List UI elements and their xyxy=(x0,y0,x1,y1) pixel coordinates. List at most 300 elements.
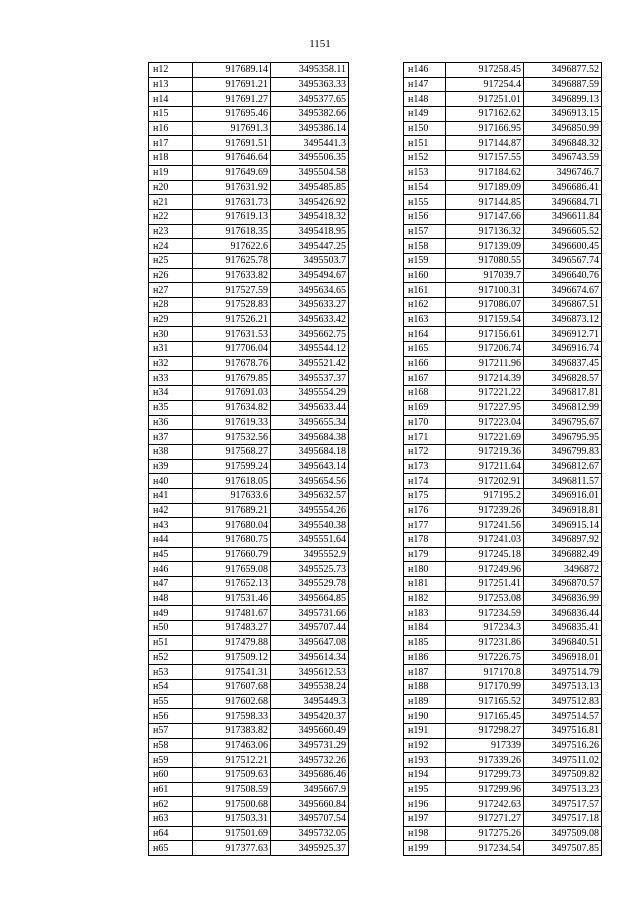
x-coordinate-cell: 917100.31 xyxy=(446,283,524,298)
table-row xyxy=(404,841,602,856)
point-id-cell: н27 xyxy=(149,283,193,298)
x-coordinate-cell: 917633.82 xyxy=(193,268,271,283)
table-row xyxy=(404,782,602,797)
y-coordinate-cell: 3496899.13 xyxy=(524,92,602,107)
x-coordinate-cell: 917509.63 xyxy=(193,768,271,783)
point-id-cell: н180 xyxy=(404,562,446,577)
x-coordinate-cell: 917568.27 xyxy=(193,444,271,459)
y-coordinate-cell: 3497514.79 xyxy=(524,665,602,680)
x-coordinate-cell: 917633.6 xyxy=(193,488,271,503)
y-coordinate-cell: 3496897.92 xyxy=(524,533,602,548)
table-row xyxy=(404,562,602,577)
point-id-cell: н18 xyxy=(149,151,193,166)
table-row xyxy=(404,797,602,812)
point-id-cell: н20 xyxy=(149,180,193,195)
y-coordinate-cell: 3495633.44 xyxy=(271,400,349,415)
point-id-cell: н45 xyxy=(149,547,193,562)
x-coordinate-cell: 917214.39 xyxy=(446,371,524,386)
x-coordinate-cell: 917479.88 xyxy=(193,635,271,650)
table-row xyxy=(404,386,602,401)
table-row xyxy=(149,723,349,738)
table-row xyxy=(149,430,349,445)
y-coordinate-cell: 3495363.33 xyxy=(271,77,349,92)
table-row xyxy=(149,841,349,856)
x-coordinate-cell: 917602.68 xyxy=(193,694,271,709)
y-coordinate-cell: 3496882.49 xyxy=(524,547,602,562)
y-coordinate-cell: 3496918.81 xyxy=(524,503,602,518)
y-coordinate-cell: 3496848.32 xyxy=(524,136,602,151)
x-coordinate-cell: 917258.45 xyxy=(446,63,524,78)
table-row xyxy=(149,298,349,313)
table-row xyxy=(404,635,602,650)
x-coordinate-cell: 917139.09 xyxy=(446,239,524,254)
table-row xyxy=(404,371,602,386)
y-coordinate-cell: 3497517.18 xyxy=(524,812,602,827)
point-id-cell: н34 xyxy=(149,386,193,401)
y-coordinate-cell: 3495552.9 xyxy=(271,547,349,562)
point-id-cell: н22 xyxy=(149,209,193,224)
table-row xyxy=(149,474,349,489)
y-coordinate-cell: 3496916.01 xyxy=(524,488,602,503)
point-id-cell: н196 xyxy=(404,797,446,812)
x-coordinate-cell: 917631.53 xyxy=(193,327,271,342)
x-coordinate-cell: 917481.67 xyxy=(193,606,271,621)
x-coordinate-cell: 917251.41 xyxy=(446,577,524,592)
point-id-cell: н54 xyxy=(149,679,193,694)
point-id-cell: н26 xyxy=(149,268,193,283)
x-coordinate-cell: 917221.22 xyxy=(446,386,524,401)
table-row xyxy=(404,180,602,195)
table-body xyxy=(404,63,602,856)
x-coordinate-cell: 917223.04 xyxy=(446,415,524,430)
x-coordinate-cell: 917619.13 xyxy=(193,209,271,224)
y-coordinate-cell: 3495449.3 xyxy=(271,694,349,709)
table-row xyxy=(404,415,602,430)
point-id-cell: н51 xyxy=(149,635,193,650)
x-coordinate-cell: 917598.33 xyxy=(193,709,271,724)
table-row xyxy=(149,503,349,518)
x-coordinate-cell: 917541.31 xyxy=(193,665,271,680)
x-coordinate-cell: 917136.32 xyxy=(446,224,524,239)
point-id-cell: н172 xyxy=(404,444,446,459)
point-id-cell: н29 xyxy=(149,312,193,327)
point-id-cell: н15 xyxy=(149,107,193,122)
point-id-cell: н12 xyxy=(149,63,193,78)
y-coordinate-cell: 3496912.71 xyxy=(524,327,602,342)
x-coordinate-cell: 917144.85 xyxy=(446,195,524,210)
point-id-cell: н187 xyxy=(404,665,446,680)
table-row xyxy=(149,694,349,709)
table-row xyxy=(149,268,349,283)
point-id-cell: н48 xyxy=(149,591,193,606)
y-coordinate-cell: 3495660.84 xyxy=(271,797,349,812)
table-row xyxy=(149,180,349,195)
table-row xyxy=(149,356,349,371)
point-id-cell: н156 xyxy=(404,209,446,224)
table-row xyxy=(404,518,602,533)
point-id-cell: н160 xyxy=(404,268,446,283)
y-coordinate-cell: 3495633.42 xyxy=(271,312,349,327)
y-coordinate-cell: 3495525.73 xyxy=(271,562,349,577)
y-coordinate-cell: 3495634.65 xyxy=(271,283,349,298)
table-row xyxy=(149,239,349,254)
y-coordinate-cell: 3495667.9 xyxy=(271,782,349,797)
y-coordinate-cell: 3496840.51 xyxy=(524,635,602,650)
y-coordinate-cell: 3495494.67 xyxy=(271,268,349,283)
y-coordinate-cell: 3495654.56 xyxy=(271,474,349,489)
x-coordinate-cell: 917211.64 xyxy=(446,459,524,474)
x-coordinate-cell: 917080.55 xyxy=(446,253,524,268)
table-row xyxy=(149,444,349,459)
x-coordinate-cell: 917646.64 xyxy=(193,151,271,166)
x-coordinate-cell: 917165.52 xyxy=(446,694,524,709)
y-coordinate-cell: 3496828.57 xyxy=(524,371,602,386)
x-coordinate-cell: 917660.79 xyxy=(193,547,271,562)
point-id-cell: н182 xyxy=(404,591,446,606)
table-row xyxy=(149,312,349,327)
table-row xyxy=(149,782,349,797)
table-row xyxy=(404,107,602,122)
point-id-cell: н149 xyxy=(404,107,446,122)
coordinates-table-right xyxy=(403,62,602,856)
y-coordinate-cell: 3495614.34 xyxy=(271,650,349,665)
table-row xyxy=(404,606,602,621)
x-coordinate-cell: 917463.06 xyxy=(193,738,271,753)
table-row xyxy=(149,591,349,606)
x-coordinate-cell: 917206.74 xyxy=(446,342,524,357)
table-row xyxy=(149,253,349,268)
y-coordinate-cell: 3497514.57 xyxy=(524,709,602,724)
table-row xyxy=(404,591,602,606)
y-coordinate-cell: 3496836.99 xyxy=(524,591,602,606)
point-id-cell: н14 xyxy=(149,92,193,107)
y-coordinate-cell: 3496640.76 xyxy=(524,268,602,283)
x-coordinate-cell: 917234.3 xyxy=(446,621,524,636)
point-id-cell: н40 xyxy=(149,474,193,489)
y-coordinate-cell: 3497517.57 xyxy=(524,797,602,812)
y-coordinate-cell: 3495664.85 xyxy=(271,591,349,606)
y-coordinate-cell: 3495684.38 xyxy=(271,430,349,445)
x-coordinate-cell: 917147.66 xyxy=(446,209,524,224)
table-row xyxy=(404,709,602,724)
y-coordinate-cell: 3495731.29 xyxy=(271,738,349,753)
x-coordinate-cell: 917249.96 xyxy=(446,562,524,577)
point-id-cell: н176 xyxy=(404,503,446,518)
table-row xyxy=(149,459,349,474)
y-coordinate-cell: 3495447.25 xyxy=(271,239,349,254)
table-row xyxy=(404,503,602,518)
table-row xyxy=(149,797,349,812)
point-id-cell: н152 xyxy=(404,151,446,166)
table-row xyxy=(149,635,349,650)
page-number: 1151 xyxy=(309,38,331,50)
x-coordinate-cell: 917695.46 xyxy=(193,107,271,122)
point-id-cell: н191 xyxy=(404,723,446,738)
point-id-cell: н178 xyxy=(404,533,446,548)
point-id-cell: н158 xyxy=(404,239,446,254)
point-id-cell: н146 xyxy=(404,63,446,78)
point-id-cell: н31 xyxy=(149,342,193,357)
point-id-cell: н157 xyxy=(404,224,446,239)
x-coordinate-cell: 917211.96 xyxy=(446,356,524,371)
y-coordinate-cell: 3496835.41 xyxy=(524,621,602,636)
x-coordinate-cell: 917170.8 xyxy=(446,665,524,680)
point-id-cell: н147 xyxy=(404,77,446,92)
point-id-cell: н150 xyxy=(404,121,446,136)
point-id-cell: н184 xyxy=(404,621,446,636)
y-coordinate-cell: 3496611.84 xyxy=(524,209,602,224)
table-row xyxy=(149,577,349,592)
point-id-cell: н25 xyxy=(149,253,193,268)
y-coordinate-cell: 3495686.46 xyxy=(271,768,349,783)
point-id-cell: н43 xyxy=(149,518,193,533)
point-id-cell: н49 xyxy=(149,606,193,621)
y-coordinate-cell: 3496605.52 xyxy=(524,224,602,239)
table-row xyxy=(404,63,602,78)
y-coordinate-cell: 3495732.05 xyxy=(271,826,349,841)
table-row xyxy=(149,77,349,92)
y-coordinate-cell: 3495655.34 xyxy=(271,415,349,430)
y-coordinate-cell: 3497509.82 xyxy=(524,768,602,783)
y-coordinate-cell: 3496918.01 xyxy=(524,650,602,665)
point-id-cell: н58 xyxy=(149,738,193,753)
point-id-cell: н37 xyxy=(149,430,193,445)
point-id-cell: н185 xyxy=(404,635,446,650)
table-row xyxy=(149,224,349,239)
table-row xyxy=(404,665,602,680)
y-coordinate-cell: 3497513.13 xyxy=(524,679,602,694)
x-coordinate-cell: 917706.04 xyxy=(193,342,271,357)
x-coordinate-cell: 917231.86 xyxy=(446,635,524,650)
point-id-cell: н50 xyxy=(149,621,193,636)
table-row xyxy=(404,268,602,283)
y-coordinate-cell: 3495925.37 xyxy=(271,841,349,856)
table-row xyxy=(149,327,349,342)
point-id-cell: н13 xyxy=(149,77,193,92)
point-id-cell: н65 xyxy=(149,841,193,856)
point-id-cell: н186 xyxy=(404,650,446,665)
table-row xyxy=(404,298,602,313)
x-coordinate-cell: 917242.63 xyxy=(446,797,524,812)
x-coordinate-cell: 917166.95 xyxy=(446,121,524,136)
point-id-cell: н56 xyxy=(149,709,193,724)
y-coordinate-cell: 3495358.11 xyxy=(271,63,349,78)
y-coordinate-cell: 3495377.65 xyxy=(271,92,349,107)
y-coordinate-cell: 3496887.59 xyxy=(524,77,602,92)
table-row xyxy=(149,63,349,78)
point-id-cell: н64 xyxy=(149,826,193,841)
x-coordinate-cell: 917509.12 xyxy=(193,650,271,665)
table-row xyxy=(404,151,602,166)
y-coordinate-cell: 3496850.99 xyxy=(524,121,602,136)
x-coordinate-cell: 917144.87 xyxy=(446,136,524,151)
y-coordinate-cell: 3496836.44 xyxy=(524,606,602,621)
point-id-cell: н59 xyxy=(149,753,193,768)
y-coordinate-cell: 3496674.67 xyxy=(524,283,602,298)
table-row xyxy=(149,195,349,210)
x-coordinate-cell: 917086.07 xyxy=(446,298,524,313)
x-coordinate-cell: 917689.21 xyxy=(193,503,271,518)
y-coordinate-cell: 3495612.53 xyxy=(271,665,349,680)
y-coordinate-cell: 3496600.45 xyxy=(524,239,602,254)
x-coordinate-cell: 917678.76 xyxy=(193,356,271,371)
point-id-cell: н192 xyxy=(404,738,446,753)
x-coordinate-cell: 917165.45 xyxy=(446,709,524,724)
point-id-cell: н164 xyxy=(404,327,446,342)
table-row xyxy=(404,92,602,107)
point-id-cell: н41 xyxy=(149,488,193,503)
x-coordinate-cell: 917226.75 xyxy=(446,650,524,665)
table-row xyxy=(404,533,602,548)
x-coordinate-cell: 917159.54 xyxy=(446,312,524,327)
x-coordinate-cell: 917245.18 xyxy=(446,547,524,562)
table-row xyxy=(149,621,349,636)
y-coordinate-cell: 3497511.02 xyxy=(524,753,602,768)
x-coordinate-cell: 917234.54 xyxy=(446,841,524,856)
table-row xyxy=(149,121,349,136)
point-id-cell: н23 xyxy=(149,224,193,239)
x-coordinate-cell: 917241.56 xyxy=(446,518,524,533)
point-id-cell: н38 xyxy=(149,444,193,459)
point-id-cell: н35 xyxy=(149,400,193,415)
point-id-cell: н188 xyxy=(404,679,446,694)
x-coordinate-cell: 917253.08 xyxy=(446,591,524,606)
y-coordinate-cell: 3495537.37 xyxy=(271,371,349,386)
y-coordinate-cell: 3495707.44 xyxy=(271,621,349,636)
table-row xyxy=(404,209,602,224)
x-coordinate-cell: 917202.91 xyxy=(446,474,524,489)
y-coordinate-cell: 3495418.32 xyxy=(271,209,349,224)
table-row xyxy=(404,694,602,709)
table-row xyxy=(149,738,349,753)
point-id-cell: н17 xyxy=(149,136,193,151)
table-row xyxy=(149,518,349,533)
table-row xyxy=(404,459,602,474)
table-row xyxy=(404,621,602,636)
table-row xyxy=(149,709,349,724)
x-coordinate-cell: 917184.62 xyxy=(446,165,524,180)
y-coordinate-cell: 3496873.12 xyxy=(524,312,602,327)
y-coordinate-cell: 3495504.58 xyxy=(271,165,349,180)
point-id-cell: н194 xyxy=(404,768,446,783)
x-coordinate-cell: 917527.59 xyxy=(193,283,271,298)
point-id-cell: н155 xyxy=(404,195,446,210)
point-id-cell: н153 xyxy=(404,165,446,180)
x-coordinate-cell: 917483.27 xyxy=(193,621,271,636)
table-row xyxy=(404,430,602,445)
y-coordinate-cell: 3495420.37 xyxy=(271,709,349,724)
y-coordinate-cell: 3495521.42 xyxy=(271,356,349,371)
point-id-cell: н170 xyxy=(404,415,446,430)
table-row xyxy=(404,283,602,298)
x-coordinate-cell: 917691.03 xyxy=(193,386,271,401)
x-coordinate-cell: 917275.26 xyxy=(446,826,524,841)
table-row xyxy=(404,547,602,562)
table-row xyxy=(404,195,602,210)
table-row xyxy=(404,253,602,268)
table-row xyxy=(404,224,602,239)
table-row xyxy=(404,738,602,753)
table-row xyxy=(404,474,602,489)
x-coordinate-cell: 917241.03 xyxy=(446,533,524,548)
point-id-cell: н195 xyxy=(404,782,446,797)
point-id-cell: н161 xyxy=(404,283,446,298)
x-coordinate-cell: 917377.63 xyxy=(193,841,271,856)
table-row xyxy=(404,753,602,768)
x-coordinate-cell: 917039.7 xyxy=(446,268,524,283)
y-coordinate-cell: 3495643.14 xyxy=(271,459,349,474)
y-coordinate-cell: 3496811.57 xyxy=(524,474,602,489)
point-id-cell: н167 xyxy=(404,371,446,386)
y-coordinate-cell: 3495538.24 xyxy=(271,679,349,694)
point-id-cell: н190 xyxy=(404,709,446,724)
x-coordinate-cell: 917599.24 xyxy=(193,459,271,474)
point-id-cell: н62 xyxy=(149,797,193,812)
y-coordinate-cell: 3497516.26 xyxy=(524,738,602,753)
y-coordinate-cell: 3496867.51 xyxy=(524,298,602,313)
table-row xyxy=(149,606,349,621)
point-id-cell: н163 xyxy=(404,312,446,327)
y-coordinate-cell: 3495554.29 xyxy=(271,386,349,401)
x-coordinate-cell: 917607.68 xyxy=(193,679,271,694)
y-coordinate-cell: 3496913.15 xyxy=(524,107,602,122)
x-coordinate-cell: 917500.68 xyxy=(193,797,271,812)
table-row xyxy=(404,239,602,254)
x-coordinate-cell: 917691.27 xyxy=(193,92,271,107)
point-id-cell: н177 xyxy=(404,518,446,533)
table-row xyxy=(404,679,602,694)
table-row xyxy=(404,400,602,415)
table-row xyxy=(149,562,349,577)
point-id-cell: н28 xyxy=(149,298,193,313)
x-coordinate-cell: 917299.73 xyxy=(446,768,524,783)
x-coordinate-cell: 917689.14 xyxy=(193,63,271,78)
y-coordinate-cell: 3495551.64 xyxy=(271,533,349,548)
x-coordinate-cell: 917219.36 xyxy=(446,444,524,459)
x-coordinate-cell: 917619.33 xyxy=(193,415,271,430)
point-id-cell: н148 xyxy=(404,92,446,107)
y-coordinate-cell: 3496916.74 xyxy=(524,342,602,357)
y-coordinate-cell: 3495544.12 xyxy=(271,342,349,357)
x-coordinate-cell: 917162.62 xyxy=(446,107,524,122)
y-coordinate-cell: 3495660.49 xyxy=(271,723,349,738)
x-coordinate-cell: 917189.09 xyxy=(446,180,524,195)
point-id-cell: н21 xyxy=(149,195,193,210)
table-row xyxy=(404,577,602,592)
point-id-cell: н159 xyxy=(404,253,446,268)
y-coordinate-cell: 3495426.92 xyxy=(271,195,349,210)
coordinates-table-left xyxy=(148,62,349,856)
table-row xyxy=(149,547,349,562)
point-id-cell: н47 xyxy=(149,577,193,592)
x-coordinate-cell: 917618.05 xyxy=(193,474,271,489)
y-coordinate-cell: 3496837.45 xyxy=(524,356,602,371)
table-row xyxy=(149,136,349,151)
table-row xyxy=(404,77,602,92)
point-id-cell: н154 xyxy=(404,180,446,195)
point-id-cell: н32 xyxy=(149,356,193,371)
point-id-cell: н199 xyxy=(404,841,446,856)
point-id-cell: н165 xyxy=(404,342,446,357)
y-coordinate-cell: 3495503.7 xyxy=(271,253,349,268)
point-id-cell: н24 xyxy=(149,239,193,254)
table-row xyxy=(149,209,349,224)
point-id-cell: н174 xyxy=(404,474,446,489)
x-coordinate-cell: 917339 xyxy=(446,738,524,753)
point-id-cell: н52 xyxy=(149,650,193,665)
table-row xyxy=(404,165,602,180)
point-id-cell: н181 xyxy=(404,577,446,592)
